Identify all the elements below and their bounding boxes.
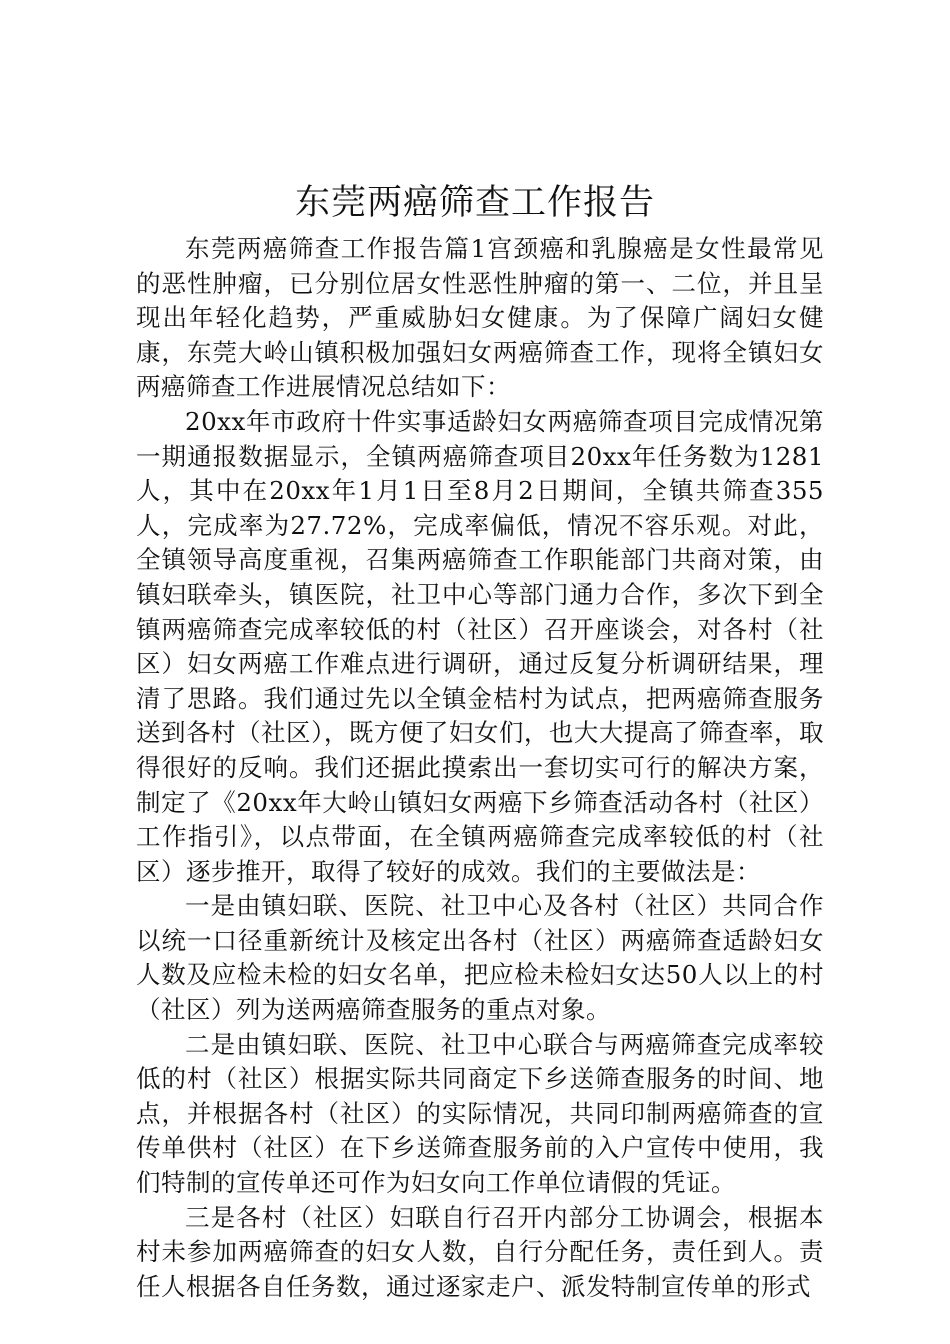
paragraph-progress: 20xx年市政府十件实事适龄妇女两癌筛查项目完成情况第一期通报数据显示，全镇两癌筛查项目20xx年任务数为1281人，其中在20xx年1月1日至8月2日期间，全镇共筛查355人，完成率为27.72%，完成率偏低，情况不容乐观。对此，全镇领导高度重视，召集两癌筛查工作职能部门共商对策，由镇妇联牵头，镇医院，社卫中心等部门通力合作，多次下到全镇两癌筛查完成率较低的村（社区）召开座谈会，对各村（社区）妇女两癌工作难点进行调研，通过反复分析调研结果，理清了思路。我们通过先以全镇金桔村为试点，把两癌筛查服务送到各村（社区），既方便了妇女们，也大大提高了筛查率，取得很好的反响。我们还据此摸索出一套切实可行的解决方案，制定了《20xx年大岭山镇妇女两癌下乡筛查活动各村（社区）工作指引》，以点带面，在全镇两癌筛查完成率较低的村（社区）逐步推开，取得了较好的成效。我们的主要做法是： bbox=[136, 406, 824, 886]
document-title: 东莞两癌筛查工作报告 bbox=[294, 183, 655, 223]
paragraph-measure-one: 一是由镇妇联、医院、社卫中心及各村（社区）共同合作以统一口径重新统计及核定出各村（社区）两癌筛查适龄妇女人数及应检未检的妇女名单，把应检未检妇女达50人以上的村（社区）列为送两癌筛查服务的重点对象。 bbox=[136, 891, 824, 1025]
paragraph-measure-two: 二是由镇妇联、医院、社卫中心联合与两癌筛查完成率较低的村（社区）根据实际共同商定下乡送筛查服务的时间、地点，并根据各村（社区）的实际情况，共同印制两癌筛查的宣传单供村（社区）在下乡送筛查服务前的入户宣传中使用，我们特制的宣传单还可作为妇女向工作单位请假的凭证。 bbox=[136, 1029, 824, 1198]
document-body bbox=[136, 232, 824, 1304]
paragraph-intro: 东莞两癌筛查工作报告篇1宫颈癌和乳腺癌是女性最常见的恶性肿瘤，已分别位居女性恶性肿瘤的第一、二位，并且呈现出年轻化趋势，严重威胁妇女健康。为了保障广阔妇女健康，东莞大岭山镇积极加强妇女两癌筛查工作，现将全镇妇女两癌筛查工作进展情况总结如下： bbox=[136, 234, 824, 402]
paragraph-measure-three: 三是各村（社区）妇联自行召开内部分工协调会，根据本村未参加两癌筛查的妇女人数，自行分配任务，责任到人。责任人根据各自任务数，通过逐家走户、派发特制宣传单的形式 bbox=[136, 1202, 824, 1301]
